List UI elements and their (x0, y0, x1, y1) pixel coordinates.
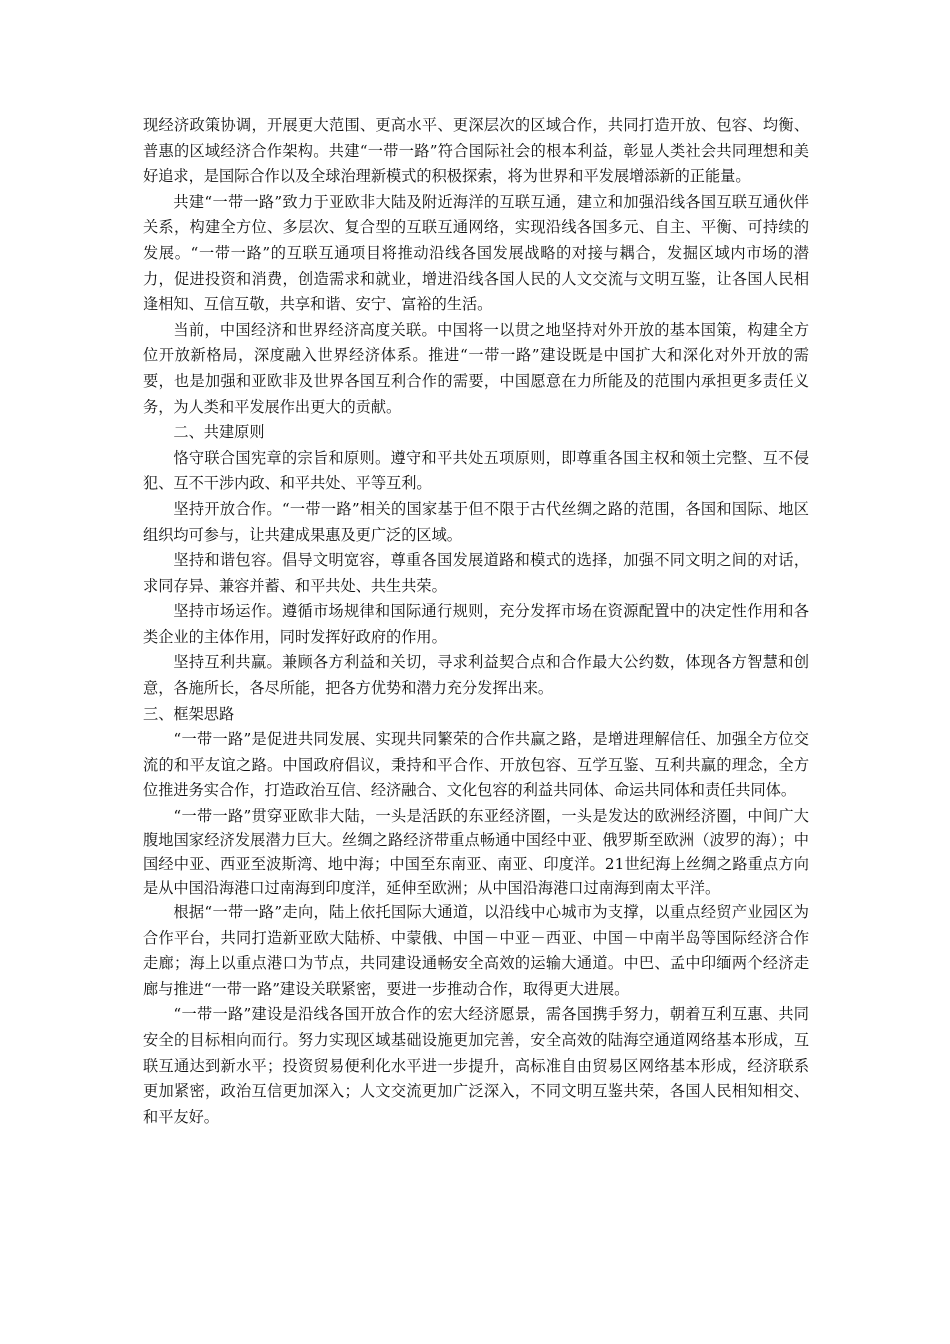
paragraph-connectivity: 共建“一带一路”致力于亚欧非大陆及附近海洋的互联互通，建立和加强沿线各国互联互通伙伴关系，构建全方位、多层次、复合型的互联互通网络，实现沿线各国多元、自主、平衡、可持续的发展。“一带一路”的互联互通项目将推动沿线各国发展战略的对接与耦合，发掘区域内市场的潜力，促进投资和消费，创造需求和就业，增进沿线各国人民的人文交流与文明互鉴，让各国人民相逢相知、互信互敬，共享和谐、安宁、富裕的生活。 (143, 192, 809, 314)
document-body (143, 113, 809, 1130)
paragraph-continued: 现经济政策协调，开展更大范围、更高水平、更深层次的区域合作，共同打造开放、包容、均衡、普惠的区域经济合作架构。共建“一带一路”符合国际社会的根本利益，彰显人类社会共同理想和美好追求，是国际合作以及全球治理新模式的积极探索，将为世界和平发展增添新的正能量。 (143, 116, 809, 186)
section-heading-principles: 二、共建原则 (173, 423, 265, 442)
paragraph-corridors: 根据“一带一路”走向，陆上依托国际大通道，以沿线中心城市为支撑，以重点经贸产业园区为合作平台，共同打造新亚欧大陆桥、中蒙俄、中国－中亚－西亚、中国－中南半岛等国际经济合作走廊；海上以重点港口为节点，共同建设通畅安全高效的运输大通道。中巴、孟中印缅两个经济走廊与推进“一带一路”建设关联紧密，要进一步推动合作，取得更大进展。 (143, 903, 809, 998)
paragraph-harmony-inclusiveness: 坚持和谐包容。倡导文明宽容，尊重各国发展道路和模式的选择，加强不同文明之间的对话，求同存异、兼容并蓄、和平共处、共生共荣。 (143, 551, 809, 595)
paragraph-open-cooperation: 坚持开放合作。“一带一路”相关的国家基于但不限于古代丝绸之路的范围，各国和国际、地区组织均可参与，让共建成果惠及更广泛的区域。 (143, 499, 809, 544)
paragraph-framework-intro: “一带一路”是促进共同发展、实现共同繁荣的合作共赢之路，是增进理解信任、加强全方位交流的和平友谊之路。中国政府倡议，秉持和平合作、开放包容、互学互鉴、互利共赢的理念，全方位推进务实合作，打造政治互信、经济融合、文化包容的利益共同体、命运共同体和责任共同体。 (143, 730, 809, 800)
paragraph-market-operation: 坚持市场运作。遵循市场规律和国际通行规则，充分发挥市场在资源配置中的决定性作用和各类企业的主体作用，同时发挥好政府的作用。 (143, 602, 809, 646)
paragraph-mutual-benefit: 坚持互利共赢。兼顾各方利益和关切，寻求利益契合点和合作最大公约数，体现各方智慧和创意，各施所长，各尽所能，把各方优势和潜力充分发挥出来。 (143, 653, 809, 698)
paragraph-un-charter: 恪守联合国宪章的宗旨和原则。遵守和平共处五项原则，即尊重各国主权和领土完整、互不侵犯、互不干涉内政、和平共处、平等互利。 (143, 448, 809, 493)
section-heading-framework: 三、框架思路 (143, 704, 235, 723)
paragraph-routes: “一带一路”贯穿亚欧非大陆，一头是活跃的东亚经济圈，一头是发达的欧洲经济圈，中间广大腹地国家经济发展潜力巨大。丝绸之路经济带重点畅通中国经中亚、俄罗斯至欧洲（波罗的海）；中国经中亚、西亚至波斯湾、地中海；中国至东南亚、南亚、印度洋。21世纪海上丝绸之路重点方向是从中国沿海港口过南海到印度洋，延伸至欧洲；从中国沿海港口过南海到南太平洋。 (143, 807, 809, 898)
paragraph-current-situation: 当前，中国经济和世界经济高度关联。中国将一以贯之地坚持对外开放的基本国策，构建全方位开放新格局，深度融入世界经济体系。推进“一带一路”建设既是中国扩大和深化对外开放的需要，也是加强和亚欧非及世界各国互利合作的需要，中国愿意在力所能及的范围内承担更多责任义务，为人类和平发展作出更大的贡献。 (143, 320, 809, 416)
paragraph-vision: “一带一路”建设是沿线各国开放合作的宏大经济愿景，需各国携手努力，朝着互利互惠、共同安全的目标相向而行。努力实现区域基础设施更加完善，安全高效的陆海空通道网络基本形成，互联互通达到新水平；投资贸易便利化水平进一步提升，高标准自由贸易区网络基本形成，经济联系更加紧密，政治互信更加深入；人文交流更加广泛深入，不同文明互鉴共荣，各国人民相知相交、和平友好。 (143, 1005, 809, 1126)
